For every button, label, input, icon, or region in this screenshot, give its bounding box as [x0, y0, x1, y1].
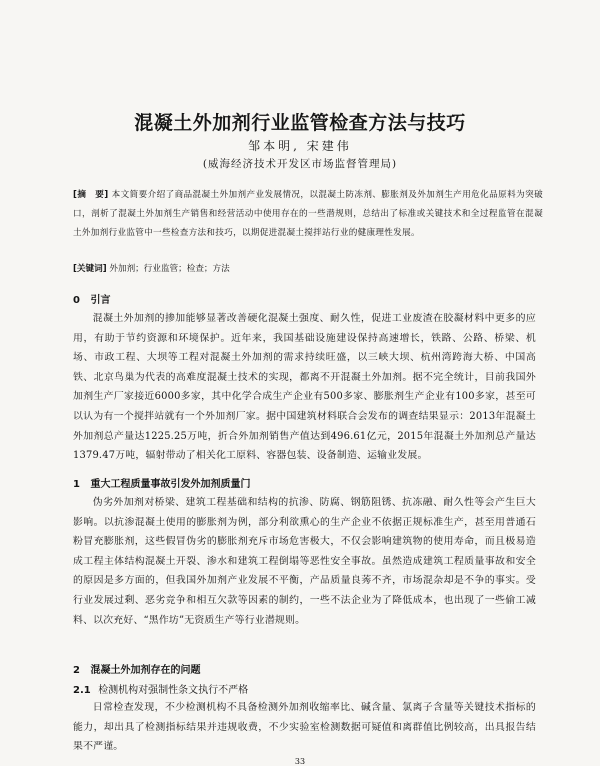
abstract-label: [摘 要] [73, 190, 109, 200]
article-title: 混凝土外加剂行业监管检查方法与技巧 [134, 112, 466, 134]
abstract [73, 186, 543, 243]
page-number: 33 [294, 757, 306, 766]
section-number: 0 [73, 295, 80, 306]
abstract-text: 本文简要介绍了商品混凝土外加剂产业发展情况，以混凝土防冻剂、膨胀剂及外加剂生产用危化品原料为突破口，剖析了混凝土外加剂生产销售和经营活动中使用存在的一些潜规则，总结出了标准或关键技术和全过程监管在混凝土外加剂行业监管中一些检查方法和技巧，以期促进混凝土搅拌站行业的健康理性发展。 [73, 190, 543, 238]
section-heading-2 [73, 661, 200, 676]
section-title: 检测机构对强制性条文执行不严格 [98, 685, 249, 696]
section-heading-intro [73, 291, 110, 306]
section-number: 2 [73, 665, 80, 676]
section-number: 2.1 [73, 685, 91, 696]
affiliation: (威海经济技术开发区市场监督管理局) [202, 158, 398, 170]
keywords-text: 外加剂；行业监管；检查；方法 [109, 264, 230, 274]
section-heading-1 [73, 475, 250, 490]
paragraph: 日常检查发现，不少检测机构不具备检测外加剂收缩率比、碱含量、氯离子含量等关键技术指标的能力，却出具了检测指标结果并违规收费，不少实验室检测数据可疑值和离群值比例较高，出具报告结果不严谨。 [73, 702, 536, 753]
section-title: 重大工程质量事故引发外加剂质量门 [90, 479, 251, 490]
subsection-heading-2-1 [73, 681, 248, 696]
section-title: 引言 [90, 295, 111, 306]
section-number: 1 [73, 479, 80, 490]
authors: 邹本明, 宋建伟 [248, 139, 352, 153]
keywords-label: [关键词] [73, 264, 107, 274]
paragraph: 伪劣外加剂对桥梁、建筑工程基础和结构的抗渗、防腐、钢筋阻锈、抗冻融、耐久性等会产生巨大影响。以抗渗混凝土使用的膨胀剂为例，部分利欲熏心的生产企业不依据正规标准生产，甚至用普通石粉冒充膨胀剂，这些假冒伪劣的膨胀剂充斥市场危害极大，不仅会影响建筑物的使用寿命，而且极易造成工程主体结构混凝土开裂、渗水和建筑工程倒塌等恶性安全事故。虽然造成建筑工程质量事故和安全的原因是多方面的，但我国外加剂产业发展不平衡，产品质量良莠不齐，市场混杂却是不争的事实。受行业发展过剩、恶劣竞争和相互欠款等因素的制约，一些不法企业为了降低成本，也出现了一些偷工减料、以次充好、“黑作坊”无资质生产等行业潜规则。 [73, 497, 536, 626]
section-title: 混凝土外加剂存在的问题 [90, 665, 201, 676]
keywords [73, 262, 543, 274]
paragraph: 混凝土外加剂的掺加能够显著改善硬化混凝土强度、耐久性，促进工业废渣在胶凝材料中更多的应用，有助于节约资源和环境保护。近年来，我国基础设施建设保持高速增长，铁路、公路、桥梁、机场、市政工程、大坝等工程对混凝土外加剂的需求持续旺盛，以三峡大坝、杭州湾跨海大桥、中国高铁、北京鸟巢为代表的高难度混凝土技术的实现，都离不开混凝土外加剂。据不完全统计，目前我国外加剂生产厂家接近6000多家，其中化学合成生产企业有500多家、膨胀剂生产企业有100多家，甚至可以认为有一个搅拌站就有一个外加剂厂家。据中国建筑材料联合会发布的调查结果显示：2013年混凝土外加剂总产量达1225.25万吨，折合外加剂销售产值达到496.61亿元，2015年混凝土外加剂总产量达1379.47万吨，辐射带动了相关化工原料、容器包装、设备制造、运输业发展。 [73, 313, 536, 462]
